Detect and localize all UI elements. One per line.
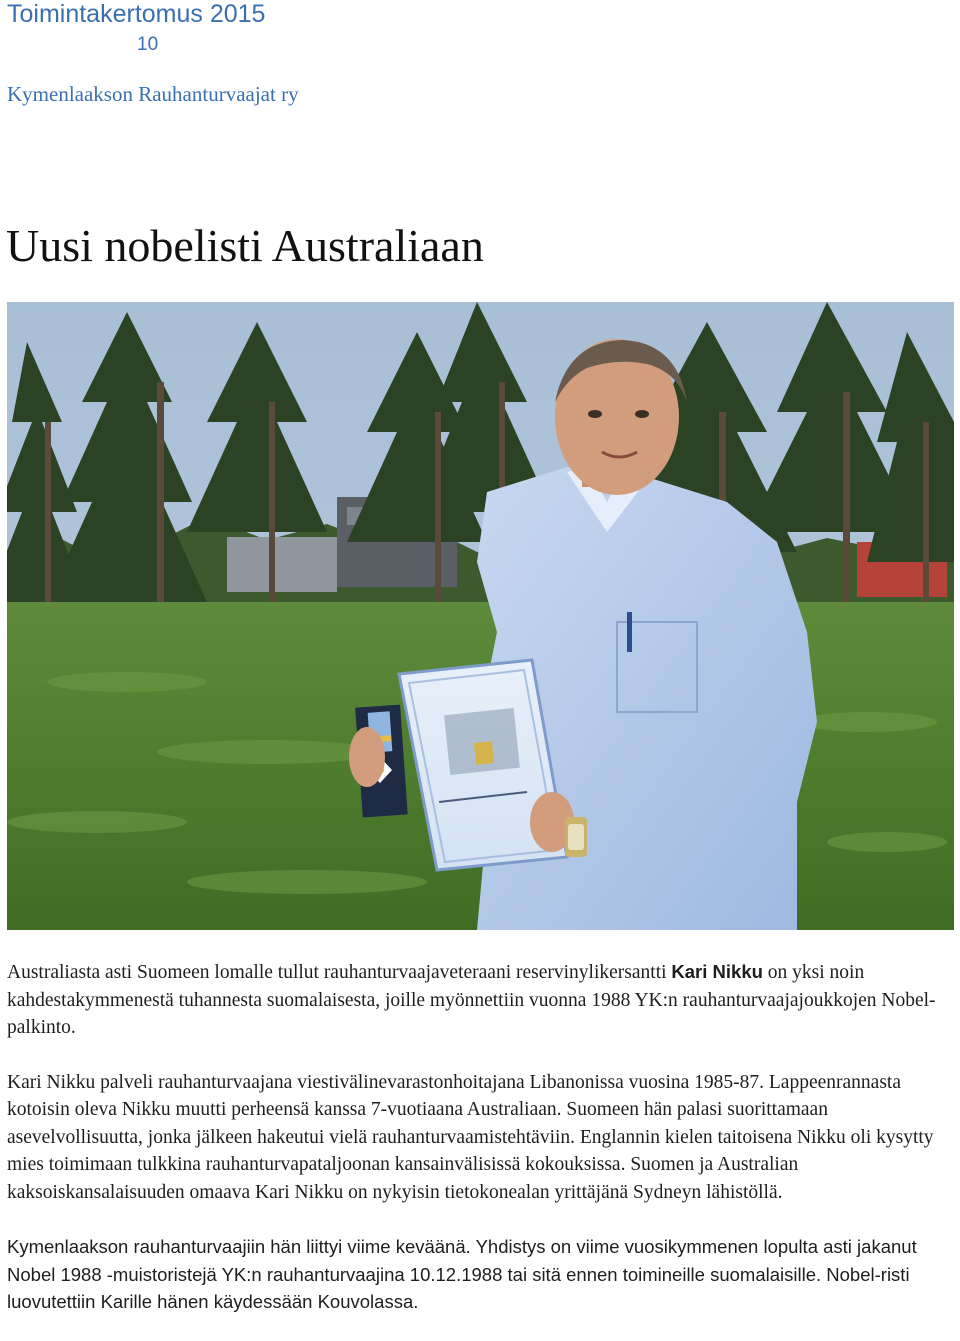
article-photo [7, 302, 954, 930]
paragraph-1 [7, 958, 952, 1042]
paragraph-2-text-b: Suomeen hän palasi suorittamaan asevelvollisuutta, jonka jälkeen hakeutui vielä rauhanturvaamistehtäviin. Englannin kielen taitoisena Nikku oli kysytty mies toimimaan tulkkina rauhanturvapataljoonan kansainvälisissä kokouksissa. Suomen ja Australian kaksoiskansalaisuuden omaava Kari Nikku on nykyisin tietokonealan yrittäjänä Sydneyn lähistöllä. [7, 1099, 934, 1203]
paragraph-3: Kymenlaakson rauhanturvaajiin hän liittyi viime keväänä. Yhdistys on viime vuosikymmenen lopulta asti jakanut Nobel 1988 -muistoristejä YK:n rauhanturvaajina 10.12.1988 tai sitä ennen toimineille suomalaisille. Nobel-risti luovutettiin Karille hänen käydessään Kouvolassa. [7, 1236, 917, 1312]
article-title: Uusi nobelisti Australiaan [6, 220, 484, 271]
page-number: 10 [137, 34, 159, 55]
organization-name: Kymenlaakson Rauhanturvaajat ry [7, 82, 299, 106]
article-body [7, 958, 952, 1316]
person-name: Kari Nikku [671, 961, 763, 982]
paragraph-1-text-b: on yksi noin kahdestakymmenestä tuhannesta suomalaisesta, joille myönnettiin vuonna 1988 YK:n rauhanturvaajajoukkojen Nobel-palkinto. [7, 962, 936, 1038]
paragraph-2 [7, 1069, 952, 1207]
paragraph-2-text-a: Kari Nikku palveli rauhanturvaajana viestivälinevarastonhoitajana Libanonissa vuosina 1985-87. Lappeenrannasta kotoisin oleva Nikku muutti perheensä kanssa 7-vuotiaana Australiaan. [7, 1071, 901, 1120]
paragraph-1-text-a: Australiasta asti Suomeen lomalle tullut rauhanturvaajaveteraani reservinylikersantti [7, 962, 672, 983]
report-title: Toimintakertomus 2015 [7, 0, 266, 28]
